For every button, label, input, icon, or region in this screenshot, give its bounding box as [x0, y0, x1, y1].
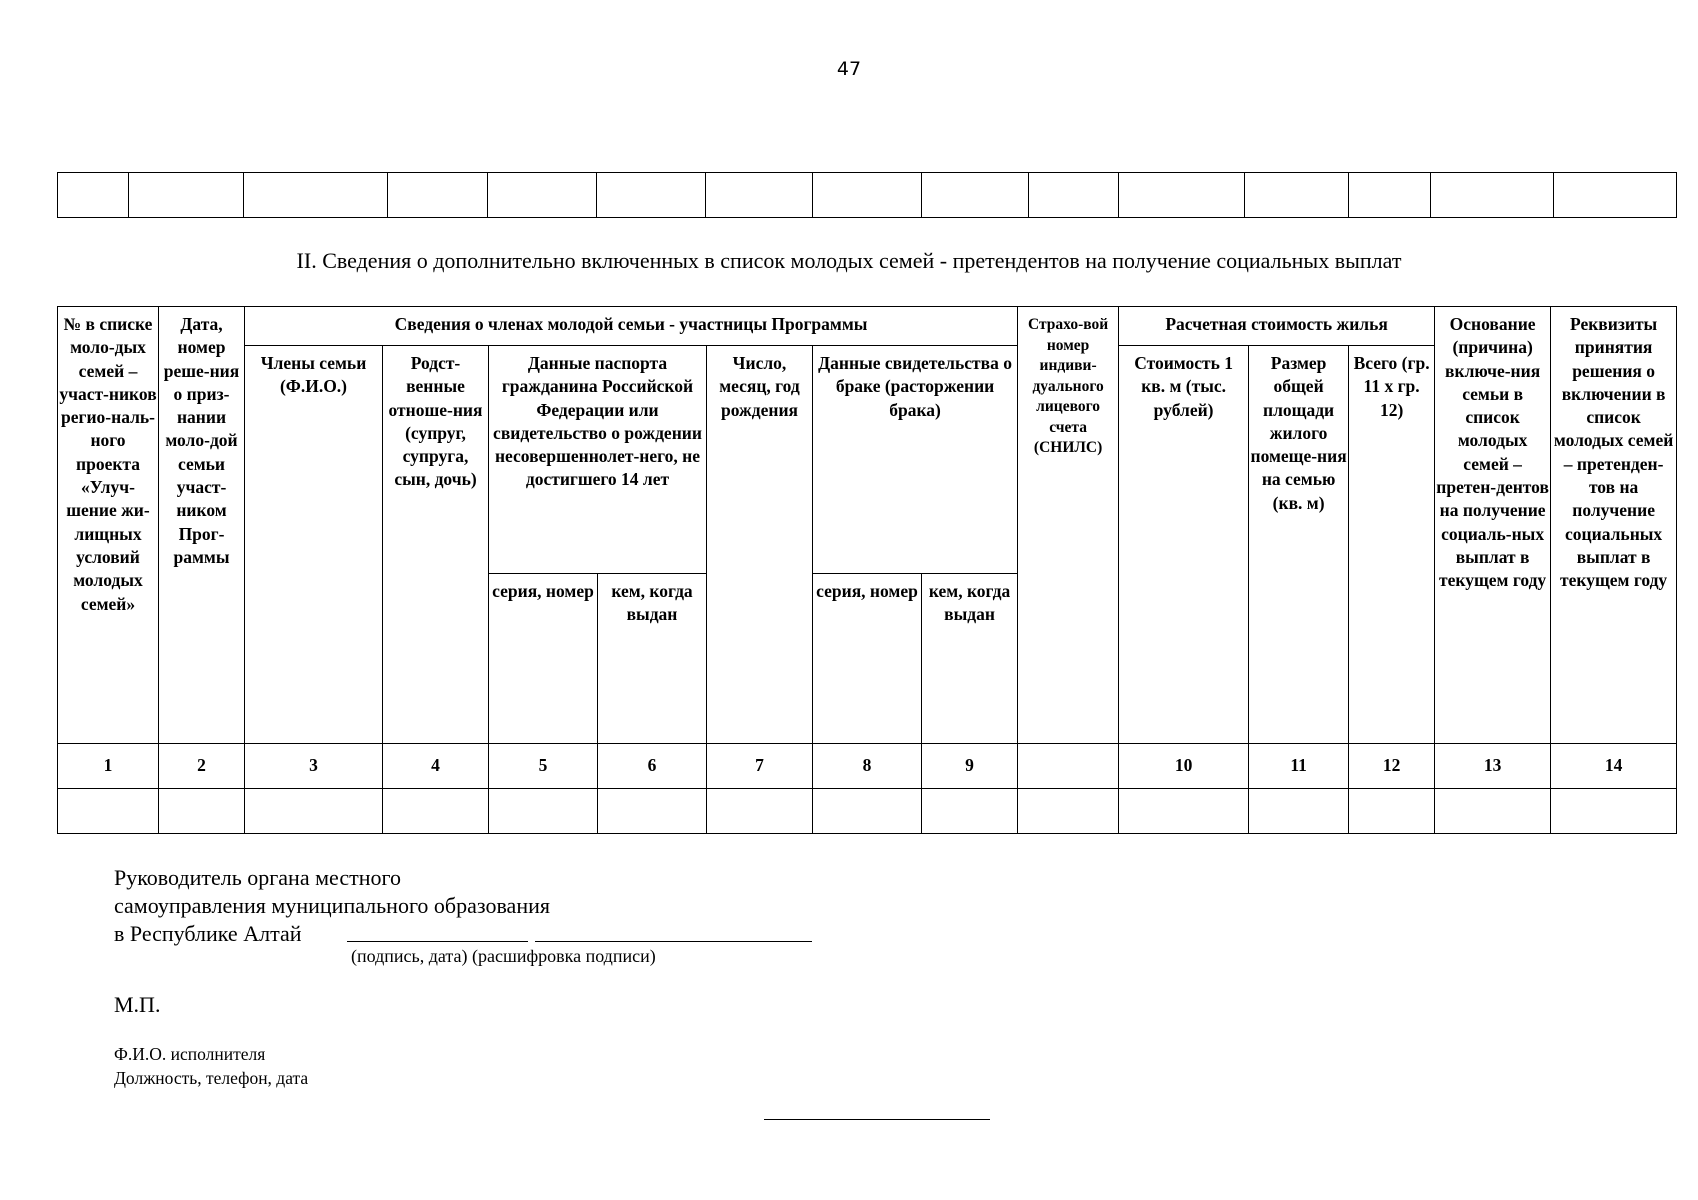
- signature-underline: [347, 941, 528, 942]
- column-number: 6: [598, 744, 707, 789]
- header-decision-date: Дата, номер реше-ния о приз-нании моло-дой семьи участ-ником Прог-раммы: [159, 307, 245, 744]
- table-cell: [597, 173, 706, 218]
- signature-line-1: Руководитель органа местного: [114, 865, 401, 890]
- stamp-placeholder: М.П.: [114, 992, 161, 1017]
- column-number: 11: [1249, 744, 1349, 789]
- table-row: [58, 789, 1677, 834]
- column-number: [1018, 744, 1119, 789]
- column-number: 4: [383, 744, 489, 789]
- table-cell: [922, 789, 1018, 834]
- header-relation: Родст-венные отноше-ния (супруг, супруга, сын, дочь): [383, 346, 489, 744]
- table-cell: [1029, 173, 1119, 218]
- table-cell: [1018, 789, 1119, 834]
- table-cell: [1349, 789, 1435, 834]
- table-cell: [1554, 173, 1677, 218]
- header-marriage-issued: кем, когда выдан: [922, 574, 1018, 744]
- column-number: 10: [1119, 744, 1249, 789]
- header-passport-issued: кем, когда выдан: [598, 574, 707, 744]
- header-decision-requisites: Реквизиты принятия решения о включении в список молодых семей – претенден-тов на получение социальных выплат в текущем году: [1551, 307, 1677, 744]
- header-housing-cost-group: Расчетная стоимость жилья: [1119, 307, 1435, 346]
- signature-decoding-underline: [535, 941, 812, 942]
- executor-block: [114, 1043, 308, 1090]
- executor-name: Ф.И.О. исполнителя: [114, 1044, 266, 1064]
- header-birth-date: Число, месяц, год рождения: [707, 346, 813, 744]
- table-cell: [1431, 173, 1554, 218]
- column-number: 14: [1551, 744, 1677, 789]
- table-cell: [383, 789, 489, 834]
- table-cell: [245, 789, 383, 834]
- header-living-area: Размер общей площади жилого помеще-ния на семью (кв. м): [1249, 346, 1349, 744]
- table-cell: [388, 173, 488, 218]
- table-cell: [1349, 173, 1431, 218]
- table-cell: [707, 789, 813, 834]
- table-cell: [58, 173, 129, 218]
- table-cell: [598, 789, 707, 834]
- column-number: 7: [707, 744, 813, 789]
- signature-block: [114, 864, 550, 948]
- executor-details: Должность, телефон, дата: [114, 1067, 309, 1088]
- column-number: 8: [813, 744, 922, 789]
- header-total: Всего (гр. 11 х гр. 12): [1349, 346, 1435, 744]
- table-cell: [159, 789, 245, 834]
- table-cell: [1551, 789, 1677, 834]
- signature-line-2: самоуправления муниципального образования: [114, 893, 550, 918]
- header-inclusion-basis: Основание (причина) включе-ния семьи в список молодых семей – претен-дентов на получение социаль-ных выплат в текущем году: [1435, 307, 1551, 744]
- column-number: 13: [1435, 744, 1551, 789]
- header-marriage-certificate: Данные свидетельства о браке (расторжении брака): [813, 346, 1018, 574]
- table-cell: [244, 173, 388, 218]
- column-number: 2: [159, 744, 245, 789]
- column-number: 5: [489, 744, 598, 789]
- table-cell: [1119, 173, 1245, 218]
- column-number: 9: [922, 744, 1018, 789]
- signature-caption: (подпись, дата) (расшифровка подписи): [351, 946, 656, 966]
- column-number: 12: [1349, 744, 1435, 789]
- signature-line-3: в Республике Алтай: [114, 921, 302, 946]
- young-families-table: [57, 306, 1677, 834]
- table-cell: [129, 173, 244, 218]
- table-cell: [58, 789, 159, 834]
- table-cell: [489, 789, 598, 834]
- table-cell: [922, 173, 1029, 218]
- header-marriage-series: серия, номер: [813, 574, 922, 744]
- header-list-number: № в списке моло-дых семей – участ-ников регио-наль-ного проекта «Улуч-шение жи-лищных условий молодых семей»: [58, 307, 159, 744]
- footer-divider: [764, 1119, 990, 1120]
- header-passport: Данные паспорта гражданина Российской Федерации или свидетельство о рождении несовершеннолет-него, не достигшего 14 лет: [489, 346, 707, 574]
- column-number: 1: [58, 744, 159, 789]
- table-cell: [1435, 789, 1551, 834]
- header-family-members: Члены семьи (Ф.И.О.): [245, 346, 383, 744]
- section-title: II. Сведения о дополнительно включенных в список молодых семей - претендентов на получение социальных выплат: [296, 248, 1402, 273]
- previous-table-row: [57, 172, 1677, 218]
- column-number: 3: [245, 744, 383, 789]
- table-cell: [813, 173, 922, 218]
- table-cell: [1249, 789, 1349, 834]
- table-cell: [488, 173, 597, 218]
- header-snils: Страхо-вой номер индиви-дуального лицевого счета (СНИЛС): [1018, 307, 1119, 744]
- header-family-members-group: Сведения о членах молодой семьи - участницы Программы: [245, 307, 1018, 346]
- table-cell: [1245, 173, 1349, 218]
- header-passport-series: серия, номер: [489, 574, 598, 744]
- table-cell: [1119, 789, 1249, 834]
- table-cell: [813, 789, 922, 834]
- header-cost-per-sqm: Стоимость 1 кв. м (тыс. рублей): [1119, 346, 1249, 744]
- table-cell: [706, 173, 813, 218]
- page-number: 47: [836, 58, 862, 80]
